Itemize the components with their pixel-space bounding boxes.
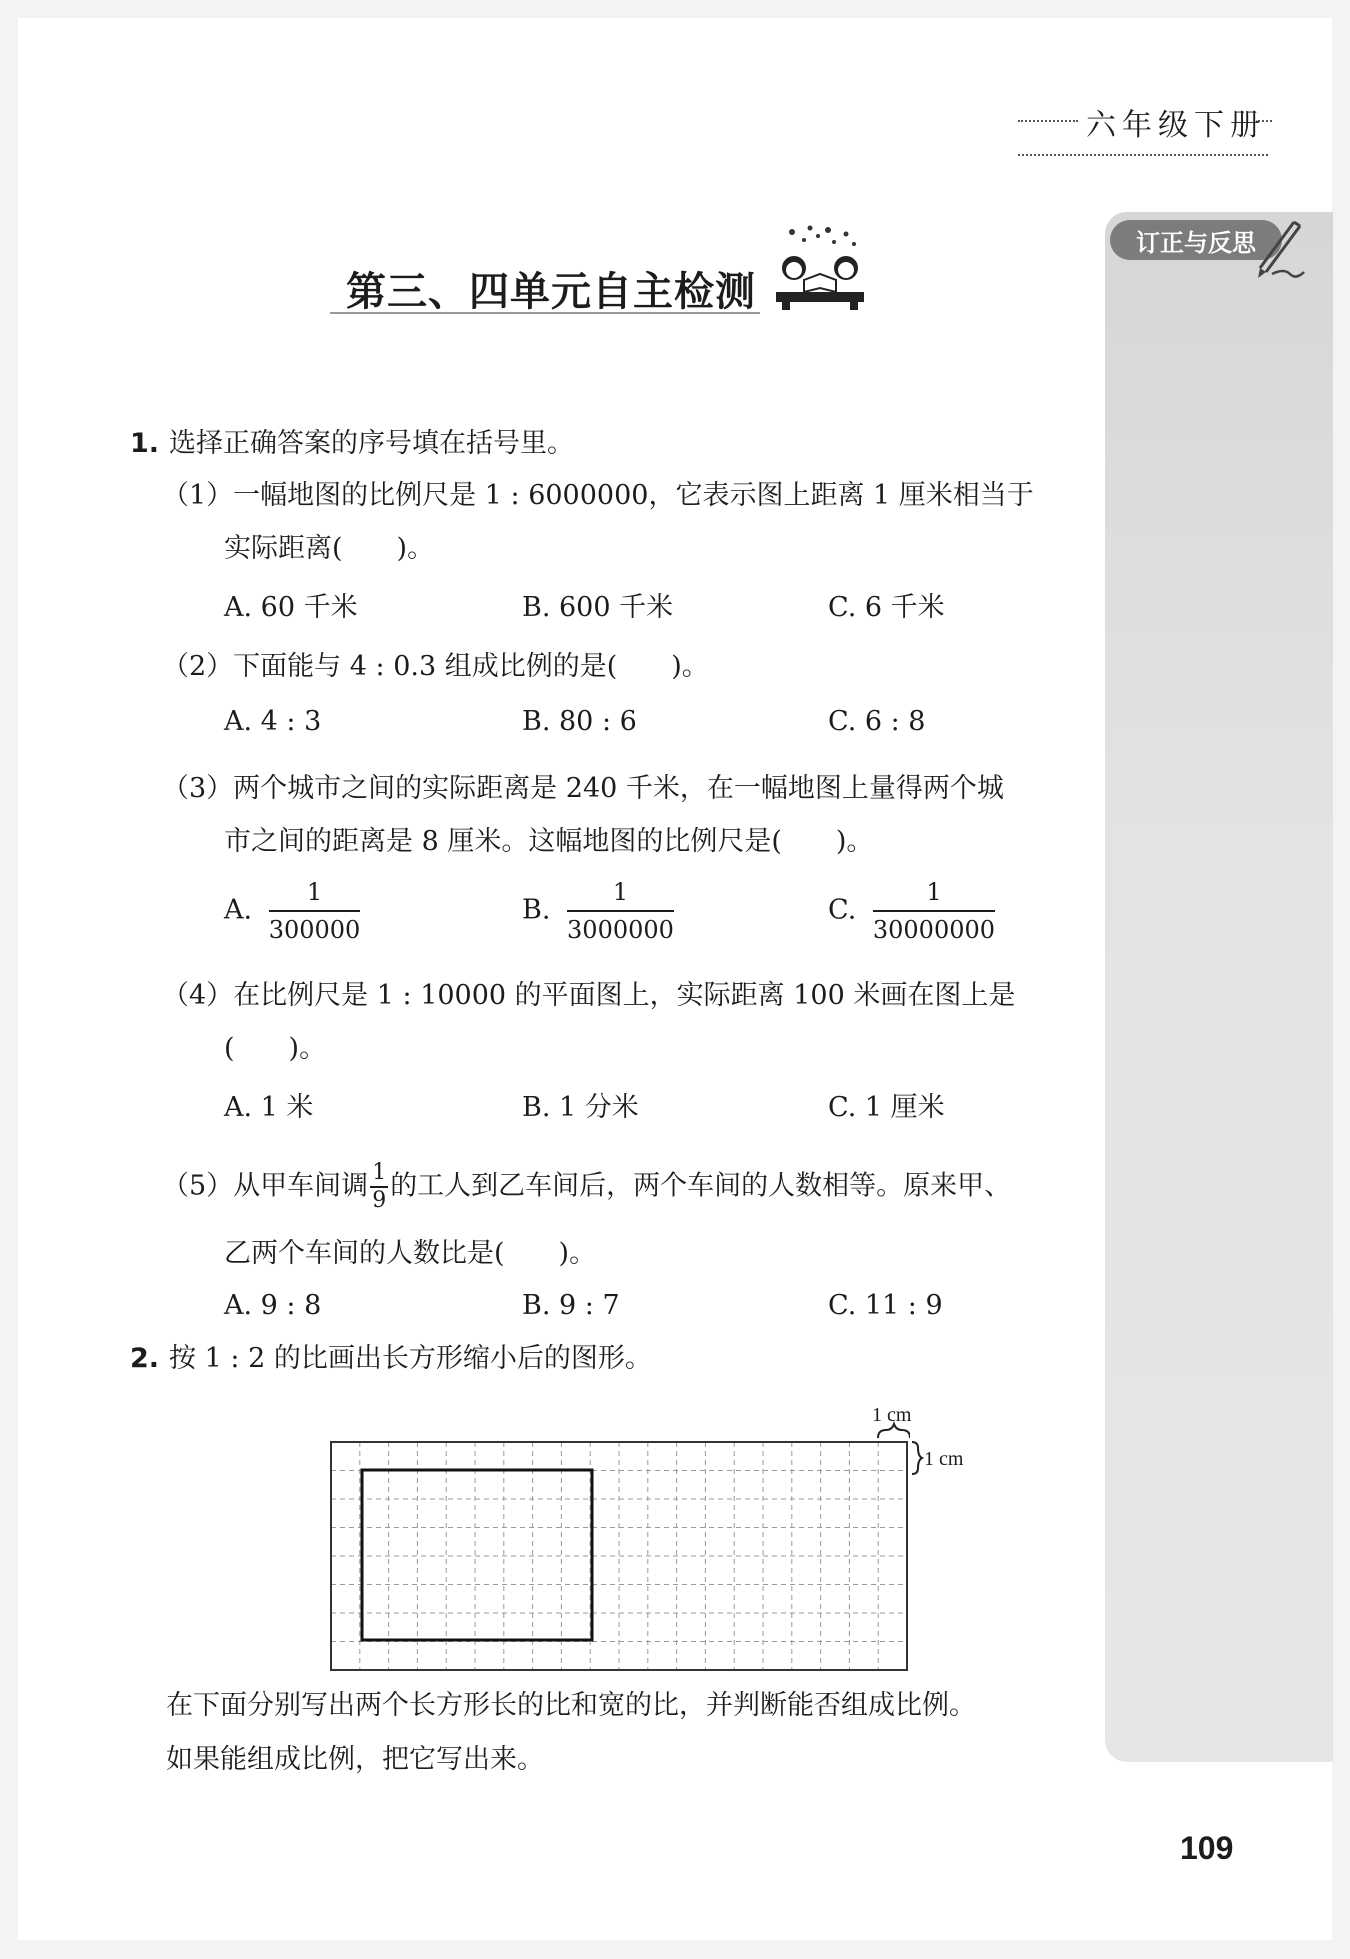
page-number: 109 — [1180, 1830, 1234, 1866]
q1-sub3-line2: 市之间的距离是 8 厘米。这幅地图的比例尺是( )。 — [224, 826, 874, 857]
q1-sub1-line2: 实际距离( )。 — [224, 533, 435, 564]
original-rectangle — [362, 1470, 592, 1640]
question-1 — [130, 430, 574, 457]
students-reading-icon — [770, 222, 870, 310]
header-dotted-rule-end — [1258, 120, 1272, 122]
drawing-grid[interactable] — [330, 1400, 910, 1680]
q1-sub1-line1: （1）一幅地图的比例尺是 1 : 6000000，它表示图上距离 1 厘米相当于 — [162, 480, 1034, 511]
q1-sub3-option-c-letter: C. — [828, 894, 857, 926]
header-dotted-rule — [1018, 120, 1078, 122]
grade-header — [1018, 100, 1268, 156]
q2-instructions-line1: 在下面分别写出两个长方形长的比和宽的比，并判断能否组成比例。 — [166, 1690, 976, 1721]
q1-sub4-option-b[interactable]: B. 1 分米 — [522, 1092, 639, 1123]
q1-sub3-option-b[interactable] — [522, 878, 674, 944]
q1-sub5-option-b[interactable]: B. 9 : 7 — [522, 1290, 620, 1321]
pencil-icon — [1250, 212, 1306, 282]
q1-sub3-option-c-fraction — [873, 878, 995, 944]
q1-sub5-line2: 乙两个车间的人数比是( )。 — [224, 1238, 597, 1269]
unit-label-top: 1 cm — [872, 1404, 912, 1426]
q1-sub4-line1: （4）在比例尺是 1 : 10000 的平面图上，实际距离 100 米画在图上是 — [162, 980, 1016, 1011]
q1-sub2-line1: （2）下面能与 4 : 0.3 组成比例的是( )。 — [162, 651, 709, 682]
q2-instructions-line2: 如果能组成比例，把它写出来。 — [166, 1744, 544, 1775]
correction-tab: 订正与反思 — [1110, 220, 1282, 260]
q1-sub5-line1 — [162, 1162, 1011, 1212]
question-1-number: 1. — [130, 428, 160, 459]
q1-sub3-option-a[interactable] — [224, 878, 360, 944]
q1-sub5-suffix: 的工人到乙车间后，两个车间的人数相等。原来甲、 — [390, 1170, 1012, 1202]
title-underline — [330, 312, 760, 314]
fraction-denominator: 9 — [372, 1188, 387, 1213]
correction-column — [1105, 212, 1333, 1762]
q1-sub3-option-c[interactable] — [828, 878, 995, 944]
side-unit-brace — [910, 1440, 924, 1476]
page-title: 第三、四单元自主检测 — [346, 268, 756, 315]
q1-sub3-line1: （3）两个城市之间的实际距离是 240 千米，在一幅地图上量得两个城 — [162, 773, 1004, 804]
q1-sub3-option-b-letter: B. — [522, 894, 551, 926]
q1-sub3-option-b-fraction — [567, 878, 674, 944]
q1-sub4-line2: ( )。 — [224, 1033, 327, 1064]
q1-sub5-prefix: （5）从甲车间调 — [162, 1170, 369, 1202]
question-2-number: 2. — [130, 1343, 160, 1374]
q1-sub3-option-a-fraction — [269, 878, 361, 944]
fraction-numerator: 1 — [567, 878, 674, 912]
question-1-text: 选择正确答案的序号填在括号里。 — [169, 428, 575, 459]
fraction-numerator: 1 — [873, 878, 995, 912]
q1-sub5-option-c[interactable]: C. 11 : 9 — [828, 1290, 943, 1321]
grid-lines — [331, 1442, 907, 1670]
fraction-denominator: 30000000 — [872, 916, 996, 944]
q1-sub4-option-a[interactable]: A. 1 米 — [224, 1092, 314, 1123]
question-2 — [130, 1345, 652, 1372]
q1-sub1-option-c[interactable]: C. 6 千米 — [828, 592, 945, 623]
fraction-numerator: 1 — [269, 878, 361, 912]
top-unit-brace — [878, 1424, 910, 1438]
q1-sub5-option-a[interactable]: A. 9 : 8 — [224, 1290, 322, 1321]
q1-sub2-option-a[interactable]: A. 4 : 3 — [224, 706, 322, 737]
q1-sub4-option-c[interactable]: C. 1 厘米 — [828, 1092, 945, 1123]
unit-label-side: 1 cm — [924, 1448, 964, 1470]
q1-sub2-option-c[interactable]: C. 6 : 8 — [828, 706, 926, 737]
fraction-denominator: 300000 — [268, 916, 361, 944]
question-2-text: 按 1 : 2 的比画出长方形缩小后的图形。 — [169, 1343, 652, 1374]
q1-sub1-option-a[interactable]: A. 60 千米 — [224, 592, 358, 623]
fraction-numerator: 1 — [370, 1162, 388, 1188]
q1-sub2-option-b[interactable]: B. 80 : 6 — [522, 706, 637, 737]
grade-label: 六年级下册 — [1086, 108, 1266, 143]
q1-sub3-option-a-letter: A. — [224, 894, 253, 926]
fraction-denominator: 3000000 — [567, 916, 674, 944]
q1-sub5-fraction — [370, 1162, 388, 1212]
q1-sub1-option-b[interactable]: B. 600 千米 — [522, 592, 674, 623]
